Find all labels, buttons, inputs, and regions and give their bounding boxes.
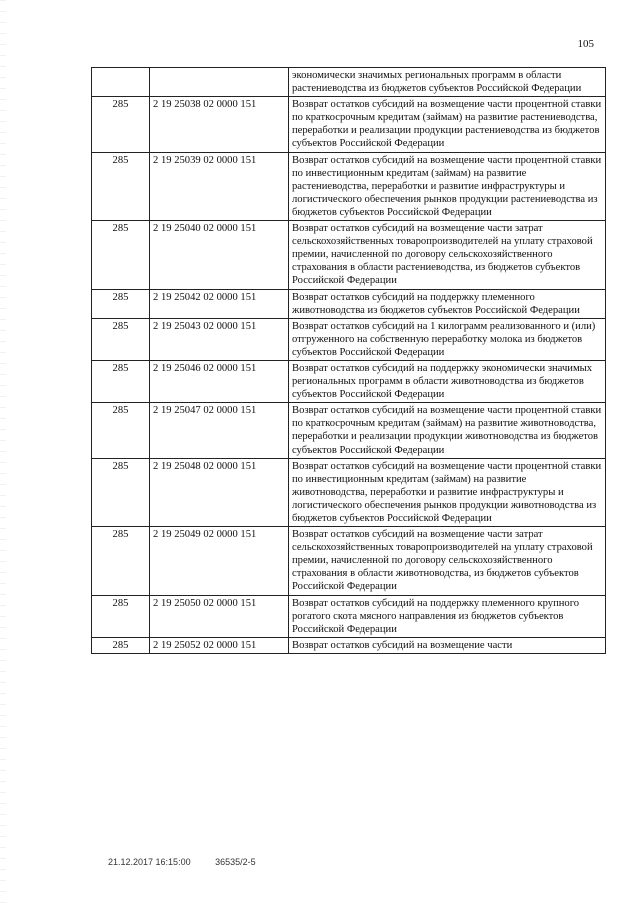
- budget-code-cell: 2 19 25049 02 0000 151: [150, 527, 289, 595]
- budget-code-cell: 2 19 25038 02 0000 151: [150, 97, 289, 152]
- table-row: [92, 221, 606, 289]
- admin-code-cell: 285: [92, 637, 150, 653]
- budget-code-cell: 2 19 25047 02 0000 151: [150, 403, 289, 458]
- table-row: [92, 458, 606, 526]
- description-cell: Возврат остатков субсидий на возмещение части затрат сельскохозяйственных товаропроизводителей на уплату страховой премии, начисленной по договору сельскохозяйственного страхования в области животноводства, из бюджетов субъектов Российской Федерации: [289, 527, 606, 595]
- table-row: [92, 68, 606, 97]
- budget-code-cell: [150, 68, 289, 97]
- document-footer: [108, 857, 256, 867]
- table-row: [92, 97, 606, 152]
- description-cell: Возврат остатков субсидий на возмещение части: [289, 637, 606, 653]
- admin-code-cell: 285: [92, 527, 150, 595]
- budget-code-cell: 2 19 25040 02 0000 151: [150, 221, 289, 289]
- description-cell: Возврат остатков субсидий на поддержку племенного крупного рогатого скота мясного направления из бюджетов субъектов Российской Федерации: [289, 595, 606, 637]
- description-cell: Возврат остатков субсидий на поддержку племенного животноводства из бюджетов субъектов Российской Федерации: [289, 289, 606, 318]
- scan-edge-marks: [0, 0, 6, 905]
- admin-code-cell: 285: [92, 458, 150, 526]
- admin-code-cell: [92, 68, 150, 97]
- description-cell: Возврат остатков субсидий на возмещение части процентной ставки по краткосрочным кредитам (займам) на развитие животноводства, переработки и реализации продукции животноводства из бюджетов субъектов Российской Федерации: [289, 403, 606, 458]
- description-cell: Возврат остатков субсидий на возмещение части процентной ставки по инвестиционным кредитам (займам) на развитие растениеводства, переработки и развитие инфраструктуры и логистического обеспечения рынков продукции растениеводства из бюджетов субъектов Российской Федерации: [289, 152, 606, 220]
- table-row: [92, 289, 606, 318]
- description-cell: экономически значимых региональных программ в области растениеводства из бюджетов субъектов Российской Федерации: [289, 68, 606, 97]
- admin-code-cell: 285: [92, 221, 150, 289]
- table-row: [92, 637, 606, 653]
- page-number: 105: [577, 38, 594, 50]
- admin-code-cell: 285: [92, 318, 150, 360]
- description-cell: Возврат остатков субсидий на 1 килограмм реализованного и (или) отгруженного на собственную переработку молока из бюджетов субъектов Российской Федерации: [289, 318, 606, 360]
- budget-code-cell: 2 19 25043 02 0000 151: [150, 318, 289, 360]
- table-row: [92, 403, 606, 458]
- footer-timestamp: 21.12.2017 16:15:00: [108, 857, 191, 867]
- budget-code-cell: 2 19 25050 02 0000 151: [150, 595, 289, 637]
- description-cell: Возврат остатков субсидий на возмещение части процентной ставки по краткосрочным кредитам (займам) на развитие растениеводства, переработки и реализации продукции растениеводства из бюджетов субъектов Российской Федерации: [289, 97, 606, 152]
- description-cell: Возврат остатков субсидий на возмещение части затрат сельскохозяйственных товаропроизводителей на уплату страховой премии, начисленной по договору сельскохозяйственного страхования в области растениеводства, из бюджетов субъектов Российской Федерации: [289, 221, 606, 289]
- table-row: [92, 527, 606, 595]
- table-row: [92, 318, 606, 360]
- budget-code-cell: 2 19 25046 02 0000 151: [150, 360, 289, 402]
- description-cell: Возврат остатков субсидий на поддержку экономически значимых региональных программ в области животноводства из бюджетов субъектов Российской Федерации: [289, 360, 606, 402]
- description-cell: Возврат остатков субсидий на возмещение части процентной ставки по инвестиционным кредитам (займам) на развитие животноводства, переработки и развитие инфраструктуры и логистического обеспечения рынков продукции животноводства из бюджетов субъектов Российской Федерации: [289, 458, 606, 526]
- admin-code-cell: 285: [92, 595, 150, 637]
- budget-code-cell: 2 19 25039 02 0000 151: [150, 152, 289, 220]
- footer-document-id: 36535/2-5: [215, 857, 256, 867]
- budget-code-cell: 2 19 25048 02 0000 151: [150, 458, 289, 526]
- admin-code-cell: 285: [92, 289, 150, 318]
- admin-code-cell: 285: [92, 360, 150, 402]
- table-row: [92, 595, 606, 637]
- budget-classification-table: [91, 67, 606, 654]
- budget-code-cell: 2 19 25052 02 0000 151: [150, 637, 289, 653]
- table-row: [92, 360, 606, 402]
- admin-code-cell: 285: [92, 152, 150, 220]
- admin-code-cell: 285: [92, 97, 150, 152]
- table-row: [92, 152, 606, 220]
- budget-code-cell: 2 19 25042 02 0000 151: [150, 289, 289, 318]
- admin-code-cell: 285: [92, 403, 150, 458]
